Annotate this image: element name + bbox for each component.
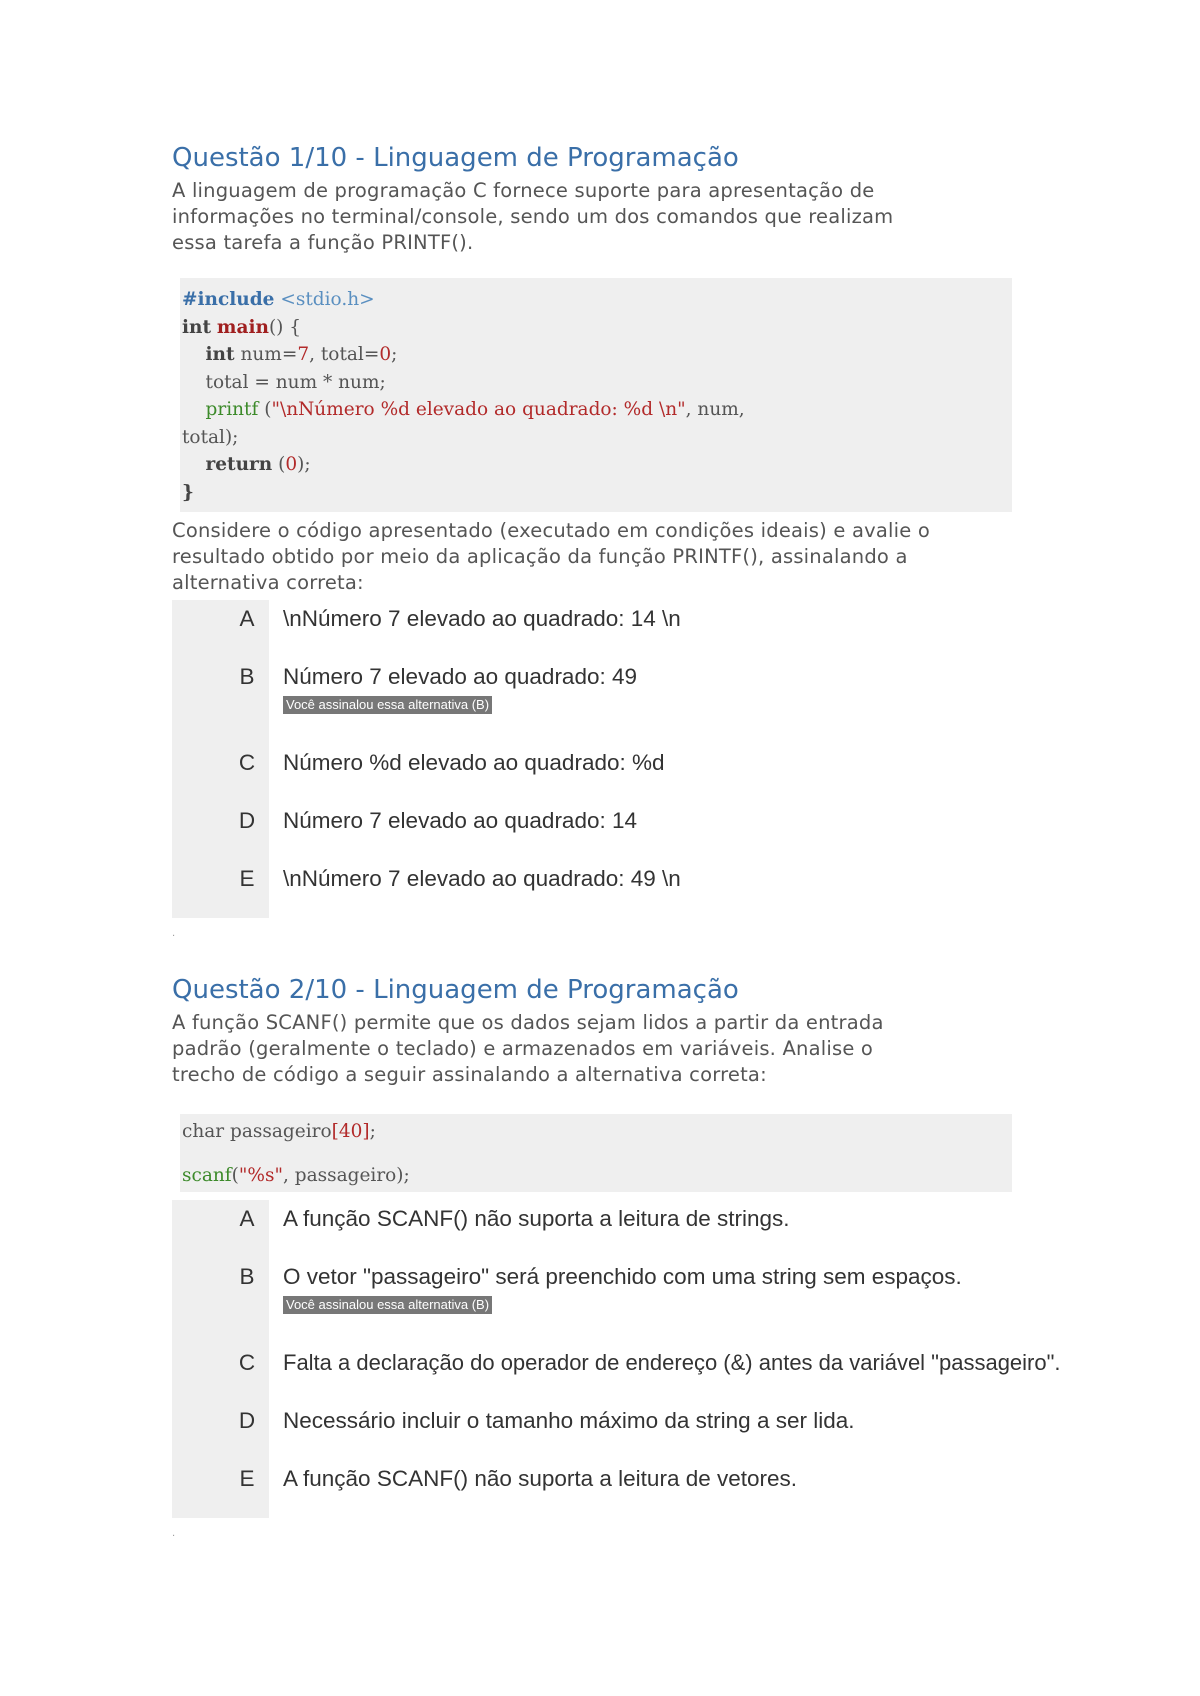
code-token: ( [272,454,286,475]
option-letter: E [239,1466,255,1491]
code-token: } [182,481,194,503]
code-token: total = num * num; [205,371,386,393]
option-text: Falta a declaração do operador de endereço (&) antes da variável "passageiro". [283,1350,1061,1375]
option-letter: A [239,606,255,631]
code-block [180,1114,1012,1192]
question-text-after: Considere o código apresentado (executado em condições ideais) e avalie o resultado obtido por meio da aplicação da função PRINTF(), assinalando a alternativa correta: [172,519,930,594]
option-b[interactable] [172,658,1152,744]
question-1 [172,140,1152,939]
question-text: A linguagem de programação C fornece suporte para apresentação de informações no terminal/console, sendo um dos comandos que realizam essa tarefa a função PRINTF(). [172,179,894,254]
code-token: char passageiro [182,1121,332,1142]
code-block [180,278,1012,512]
code-token: , passageiro); [282,1165,410,1186]
option-e[interactable] [172,1460,1152,1518]
option-text: \nNúmero 7 elevado ao quadrado: 49 \n [283,866,681,891]
option-c[interactable] [172,744,1152,802]
option-letter: D [238,1408,256,1433]
code-token: <stdio.h> [280,289,375,310]
option-text: A função SCANF() não suporta a leitura de strings. [283,1206,790,1231]
option-text: Necessário incluir o tamanho máximo da string a ser lida. [283,1408,855,1433]
code-token: 7 [297,344,310,365]
question-title: Questão 2/10 - Linguagem de Programação [172,975,739,1005]
option-d[interactable] [172,802,1152,860]
option-b[interactable] [172,1258,1152,1344]
option-text: Número 7 elevado ao quadrado: 49 [283,664,638,689]
code-token: return [205,454,273,475]
code-token: 0 [379,344,392,365]
code-token: #include [182,289,275,310]
option-letter: A [239,1206,255,1231]
option-letter: D [238,808,256,833]
options-list [172,1200,1152,1518]
code-token: "\nNúmero %d elevado ao quadrado: %d \n" [271,399,686,420]
option-letter: E [239,866,255,891]
option-text: A função SCANF() não suporta a leitura de vetores. [283,1466,798,1491]
code-token: ; [391,344,398,365]
option-letter: B [239,1264,255,1289]
code-token: int [182,316,212,338]
option-a[interactable] [172,600,1152,658]
code-token: ); [297,454,311,475]
selected-badge: Você assinalou essa alternativa (B) [283,1296,492,1314]
question-title: Questão 1/10 - Linguagem de Programação [172,143,739,173]
code-token: , total= [309,344,380,365]
question-text: A função SCANF() permite que os dados sejam lidos a partir da entrada padrão (geralmente o teclado) e armazenados em variáveis. Analise o trecho de código a seguir assinalando a alternativa correta: [172,1011,884,1086]
option-letter: C [238,750,256,775]
code-token: ( [231,1165,239,1186]
option-letter: B [239,664,255,689]
selected-badge: Você assinalou essa alternativa (B) [283,696,492,714]
options-list [172,600,1152,918]
code-token: main [216,316,269,338]
code-token: ( [258,399,272,420]
option-text: O vetor "passageiro" será preenchido com uma string sem espaços. [283,1264,962,1289]
option-text: Número %d elevado ao quadrado: %d [283,750,665,775]
option-d[interactable] [172,1402,1152,1460]
option-c[interactable] [172,1344,1152,1402]
option-a[interactable] [172,1200,1152,1258]
code-token: 0 [285,454,298,475]
code-token: num= [234,344,298,365]
code-token: int [205,344,235,365]
code-token: scanf [182,1165,232,1186]
code-token: "%s" [238,1165,283,1186]
question-2 [172,972,1152,1539]
code-token: [40] [331,1121,370,1142]
separator-dot: . [172,928,176,939]
option-letter: C [238,1350,256,1375]
option-text: \nNúmero 7 elevado ao quadrado: 14 \n [283,606,681,631]
code-token: , num, [685,399,745,420]
separator-dot: . [172,1528,176,1539]
code-token: () { [268,316,302,338]
code-token: total); [182,426,239,448]
code-token: ; [369,1121,376,1142]
option-text: Número 7 elevado ao quadrado: 14 [283,808,638,833]
code-token: printf [205,399,259,420]
option-e[interactable] [172,860,1152,918]
